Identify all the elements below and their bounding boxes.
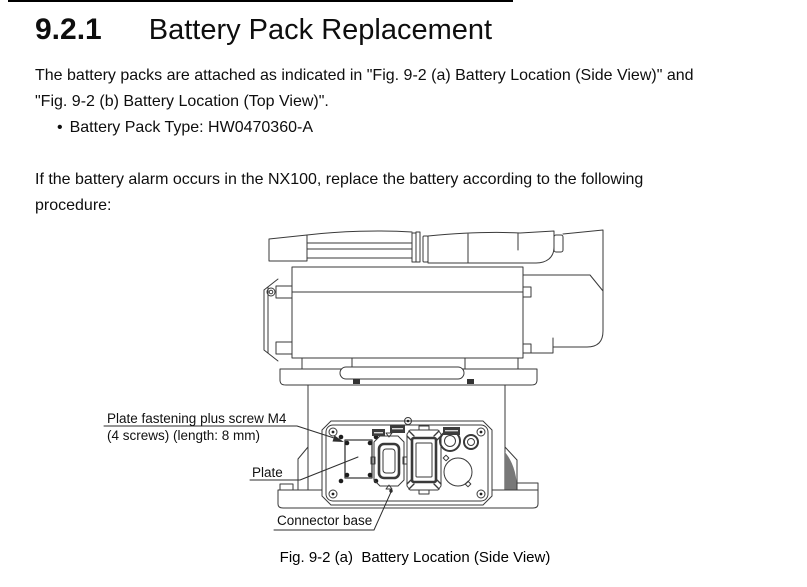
- robot-side-view-drawing: [80, 215, 670, 550]
- figure-caption: Fig. 9-2 (a) Battery Location (Side View): [279, 549, 551, 566]
- paragraph1-line1: The battery packs are attached as indicated in "Fig. 9-2 (a) Battery Location (Side View)" and: [35, 67, 694, 84]
- section-heading: [35, 13, 775, 47]
- label-connector-base: Connector base: [277, 513, 373, 528]
- label-screw-m4-line2: (4 screws) (length: 8 mm): [107, 428, 261, 443]
- bullet-text: Battery Pack Type: HW0470360-A: [69, 119, 313, 136]
- paragraph1-line2: "Fig. 9-2 (b) Battery Location (Top View)".: [35, 93, 329, 110]
- bullet-marker: •: [57, 119, 63, 136]
- bullet-item: [57, 115, 777, 141]
- label-screw-m4-line1: Plate fastening plus screw M4: [107, 411, 287, 426]
- paragraph2-line1: If the battery alarm occurs in the NX100, replace the battery according to the following: [35, 171, 644, 188]
- top-arm: [269, 230, 603, 291]
- flange: [280, 358, 537, 385]
- label-plate: Plate: [252, 465, 283, 480]
- page-top-rule: [8, 0, 513, 2]
- motor-housing: [523, 275, 603, 353]
- section-number: 9.2.1: [35, 13, 102, 46]
- section-title: Battery Pack Replacement: [148, 14, 493, 46]
- main-body: [264, 267, 531, 361]
- paragraph2-line2: procedure:: [35, 197, 112, 214]
